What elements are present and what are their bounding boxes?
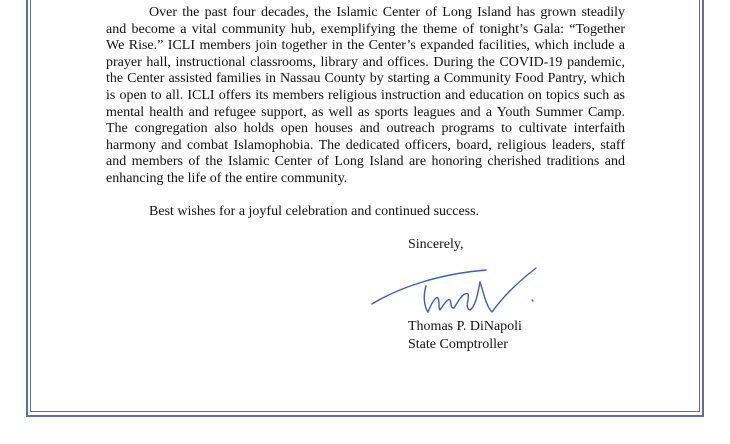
letter-wishes: Best wishes for a joyful celebration and continued success.	[149, 204, 480, 219]
letter-body-paragraph: Over the past four decades, the Islamic Center of Long Island has grown steadily and become a vital community hub, exemplifying the theme of tonight’s Gala: “Together We Rise.” ICLI members join together in the Center’s expanded facilities, which include a prayer hall, instructional classrooms, library and offices. During the COVID-19 pandemic, the Center assisted families in Nassau County by starting a Community Food Pantry, which is open to all. ICLI offers its members religious instruction and education on topics such as mental health and refugee support, as well as sports leagues and a Youth Summer Camp. The congregation also holds open houses and outreach programs to cultivate interfaith harmony and combat Islamophobia. The dedicated officers, board, religious leaders, staff and members of the Islamic Center of Long Island are honoring cherished traditions and enhancing the life of the entire community.	[106, 5, 625, 186]
signer-name: Thomas P. DiNapoli	[408, 319, 522, 334]
letter-closing: Sincerely,	[408, 237, 464, 252]
handwritten-signature	[368, 262, 544, 322]
signer-title: State Comptroller	[408, 337, 508, 352]
